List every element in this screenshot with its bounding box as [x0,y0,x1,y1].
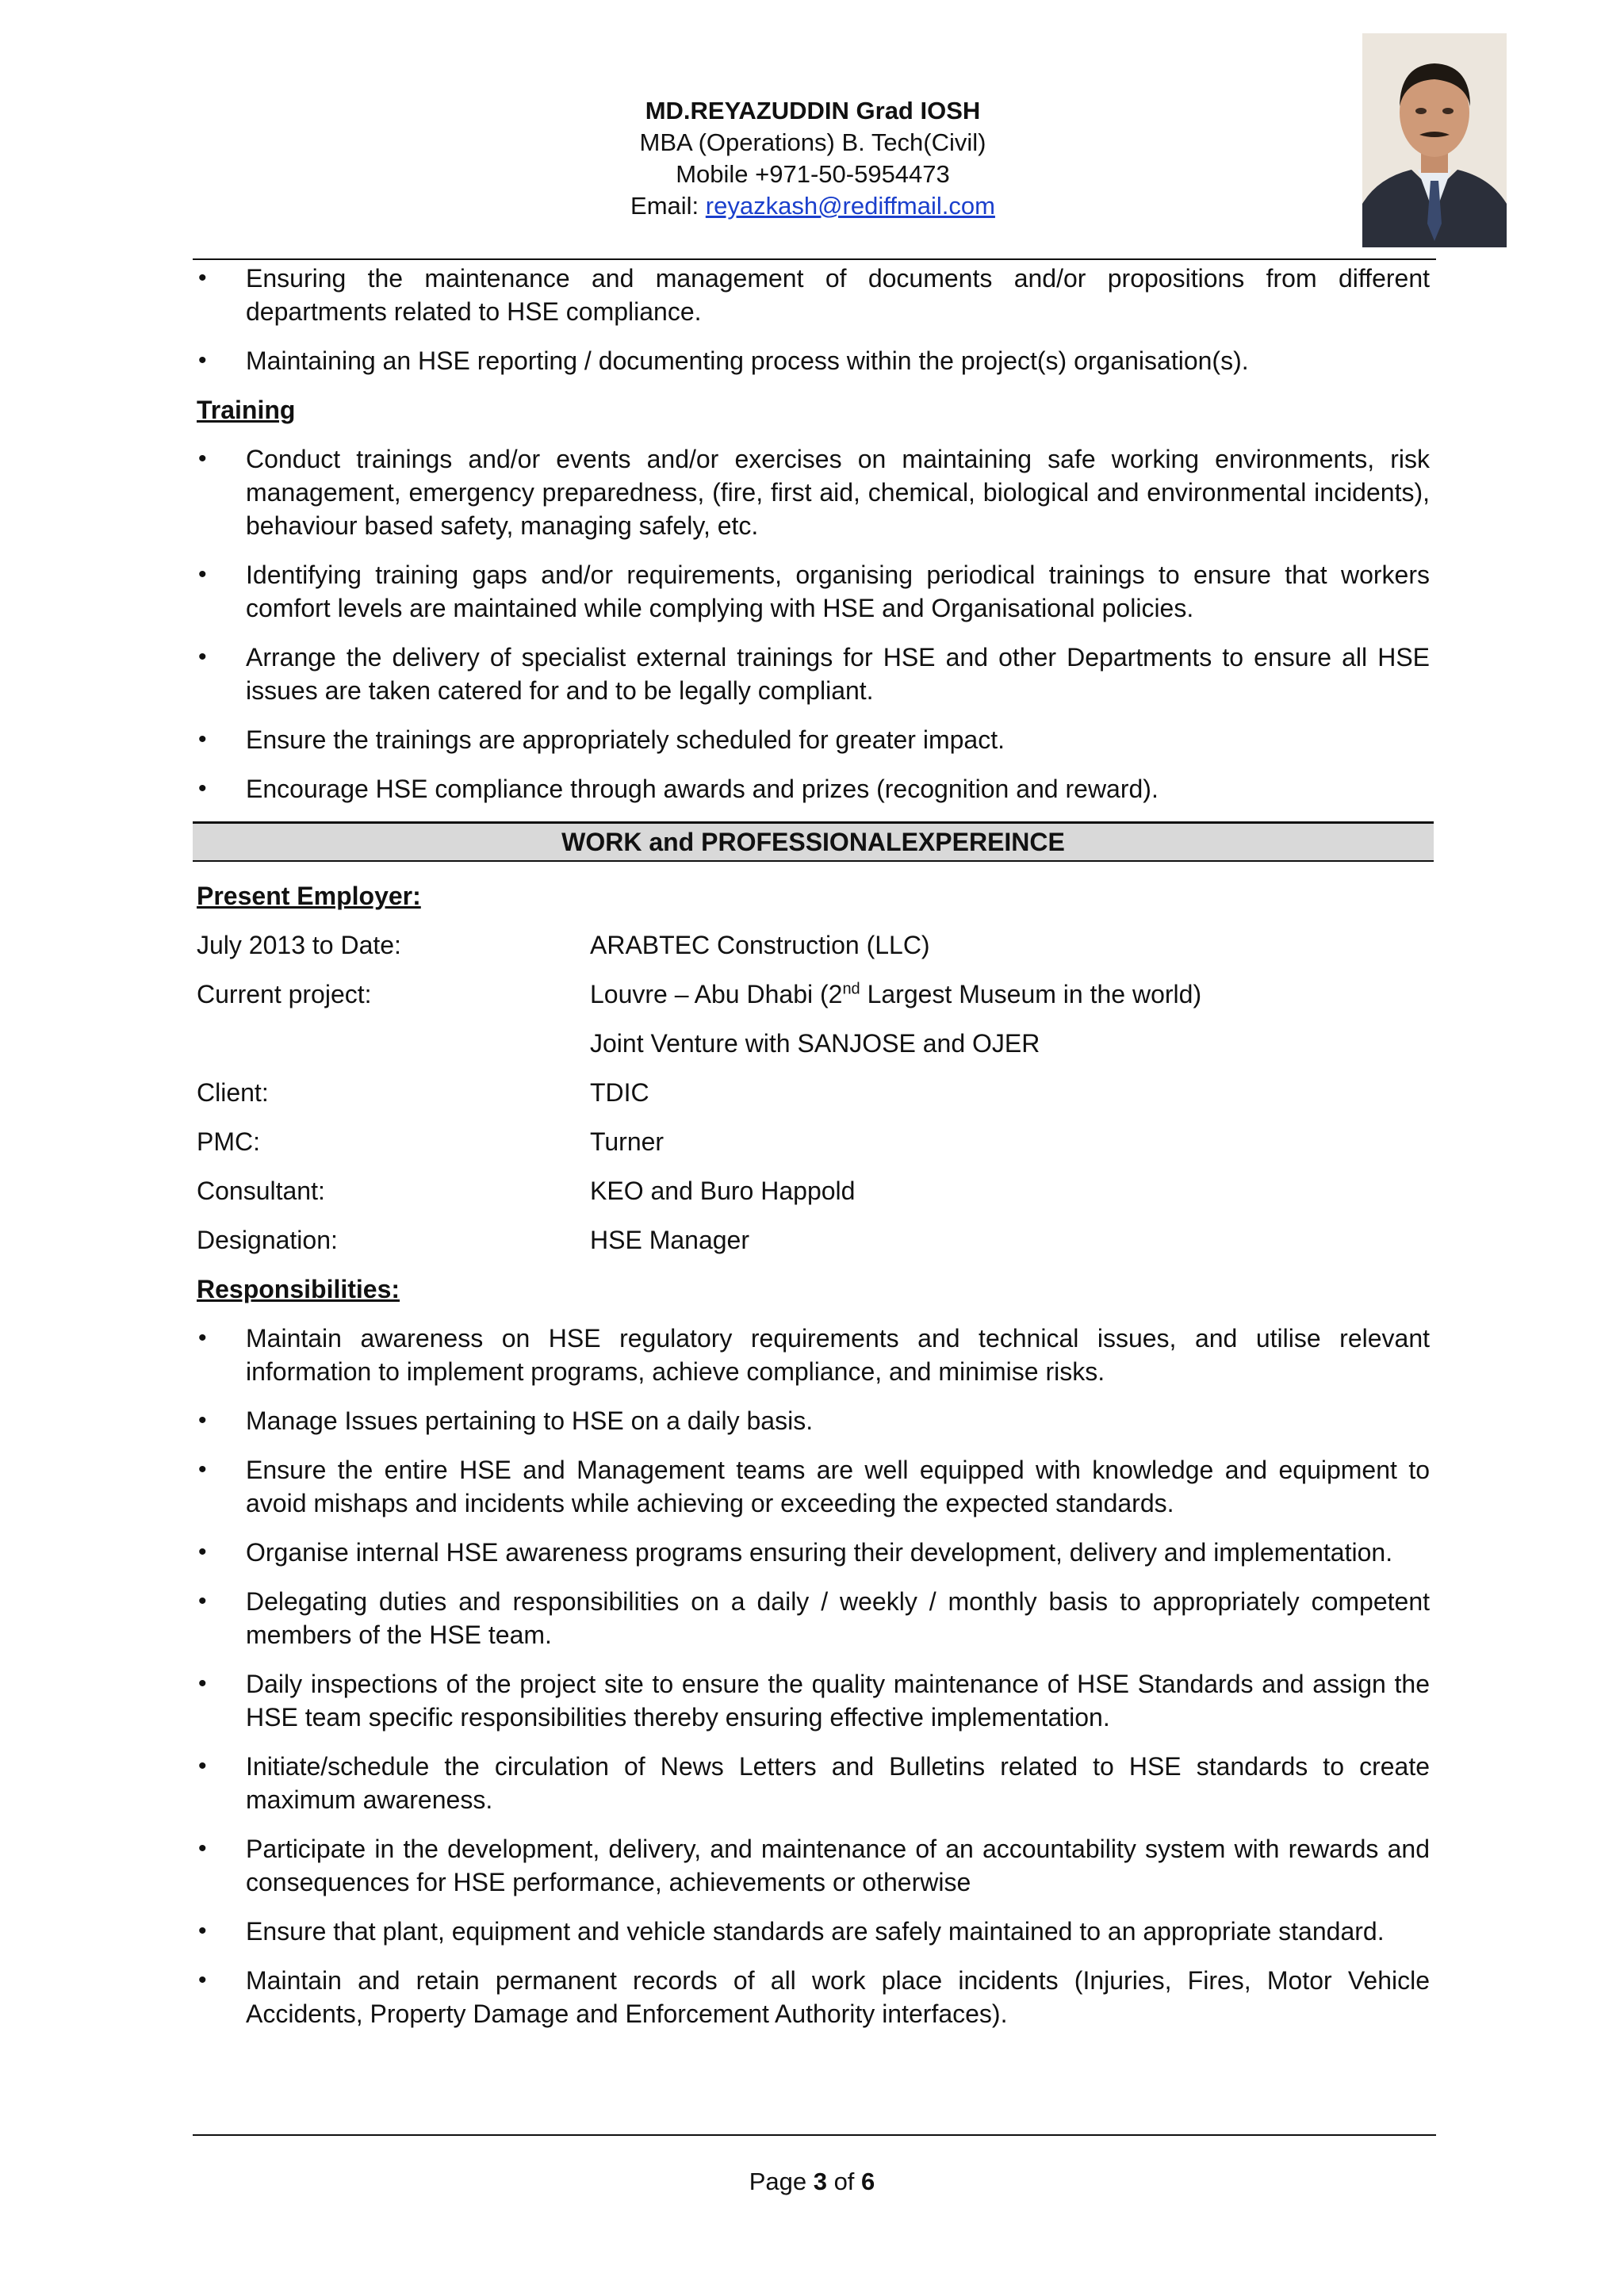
list-item: • Ensure the entire HSE and Management teams are well equipped with knowledge and equipment to avoid mishaps and incidents while achieving or exceeding the expected standards. [197,1453,1430,1520]
of-word: of [826,2168,862,2195]
email-link[interactable]: reyazkash@rediffmail.com [705,192,995,220]
designation-row [197,1223,1430,1257]
total-page-count: 6 [861,2168,875,2195]
list-item: • Arrange the delivery of specialist external trainings for HSE and other Departments to ensure all HSE issues are taken catered for and to be legally compliant. [197,641,1430,707]
responsibilities-heading: Responsibilities: [197,1275,400,1303]
list-item: • Manage Issues pertaining to HSE on a daily basis. [197,1404,1430,1437]
field-label-empty [197,1027,590,1060]
field-label: Current project: [197,980,372,1008]
list-item: • Ensuring the maintenance and management of documents and/or propositions from different departments related to HSE compliance. [197,262,1430,328]
list-item: • Conduct trainings and/or events and/or exercises on maintaining safe working environments, risk management, emergency preparedness, (fire, first aid, chemical, biological and environmental incidents), behaviour based safety, managing safely, etc. [197,442,1430,542]
project-ordinal-suffix: nd [842,980,860,998]
employment-period-row [197,928,1430,962]
candidate-name: MD.REYAZUDDIN Grad IOSH [645,97,981,124]
field-label: Designation: [197,1226,338,1254]
list-item: • Ensure the trainings are appropriately scheduled for greater impact. [197,723,1430,756]
resume-content [197,262,1430,2046]
list-item: • Initiate/schedule the circulation of News Letters and Bulletins related to HSE standards to create maximum awareness. [197,1750,1430,1816]
field-value: KEO and Buro Happold [590,1177,856,1205]
page-word: Page [749,2168,814,2195]
responsibilities-bullet-list [197,1322,1430,2030]
candidate-mobile: Mobile +971-50-5954473 [676,160,950,188]
training-bullet-list [197,442,1430,806]
field-value: Joint Venture with SANJOSE and OJER [590,1029,1040,1058]
field-value: ARABTEC Construction (LLC) [590,931,930,959]
list-item: • Participate in the development, delivery, and maintenance of an accountability system with rewards and consequences for HSE performance, achievements or otherwise [197,1832,1430,1899]
field-value [590,978,1430,1011]
field-label: PMC: [197,1127,260,1156]
list-item: • Identifying training gaps and/or requirements, organising periodical trainings to ensure that workers comfort levels are maintained while complying with HSE and Organisational policies. [197,558,1430,625]
header-divider [193,258,1436,260]
work-experience-banner: WORK and PROFESSIONALEXPEREINCE [193,821,1434,862]
field-value: HSE Manager [590,1226,749,1254]
field-value: Turner [590,1127,665,1156]
list-item: • Encourage HSE compliance through awards and prizes (recognition and reward). [197,772,1430,806]
list-item: • Organise internal HSE awareness programs ensuring their development, delivery and implementation. [197,1536,1430,1569]
contact-header [436,95,1189,222]
footer-divider [193,2134,1436,2136]
current-project-row [197,978,1430,1011]
training-heading: Training [197,396,296,424]
profile-photo [1362,33,1507,247]
list-item: • Maintain and retain permanent records of all work place incidents (Injuries, Fires, Motor Vehicle Accidents, Property Damage and Enforcement Authority interfaces). [197,1964,1430,2030]
current-page-number: 3 [813,2168,827,2195]
field-value: TDIC [590,1078,649,1107]
consultant-row [197,1174,1430,1207]
field-label: Client: [197,1078,269,1107]
candidate-email-line [436,190,1189,222]
candidate-degrees: MBA (Operations) B. Tech(Civil) [639,128,986,156]
project-text-pre: Louvre – Abu Dhabi (2 [590,980,843,1008]
project-text-post: Largest Museum in the world) [860,980,1202,1008]
page-footer [0,2168,1624,2196]
list-item: • Delegating duties and responsibilities on a daily / weekly / monthly basis to appropriately competent members of the HSE team. [197,1585,1430,1651]
present-employer-heading: Present Employer: [197,882,421,910]
field-label: July 2013 to Date: [197,931,401,959]
list-item: • Daily inspections of the project site to ensure the quality maintenance of HSE Standards and assign the HSE team specific responsibilities thereby ensuring effective implementation. [197,1667,1430,1734]
list-item: • Ensure that plant, equipment and vehicle standards are safely maintained to an appropriate standard. [197,1915,1430,1948]
pmc-row [197,1125,1430,1158]
list-item: • Maintaining an HSE reporting / documenting process within the project(s) organisation(s). [197,344,1430,377]
joint-venture-row [197,1027,1430,1060]
email-label: Email: [630,192,706,220]
intro-bullet-list [197,262,1430,377]
field-label: Consultant: [197,1177,325,1205]
client-row [197,1076,1430,1109]
list-item: • Maintain awareness on HSE regulatory requirements and technical issues, and utilise relevant information to implement programs, achieve compliance, and minimise risks. [197,1322,1430,1388]
